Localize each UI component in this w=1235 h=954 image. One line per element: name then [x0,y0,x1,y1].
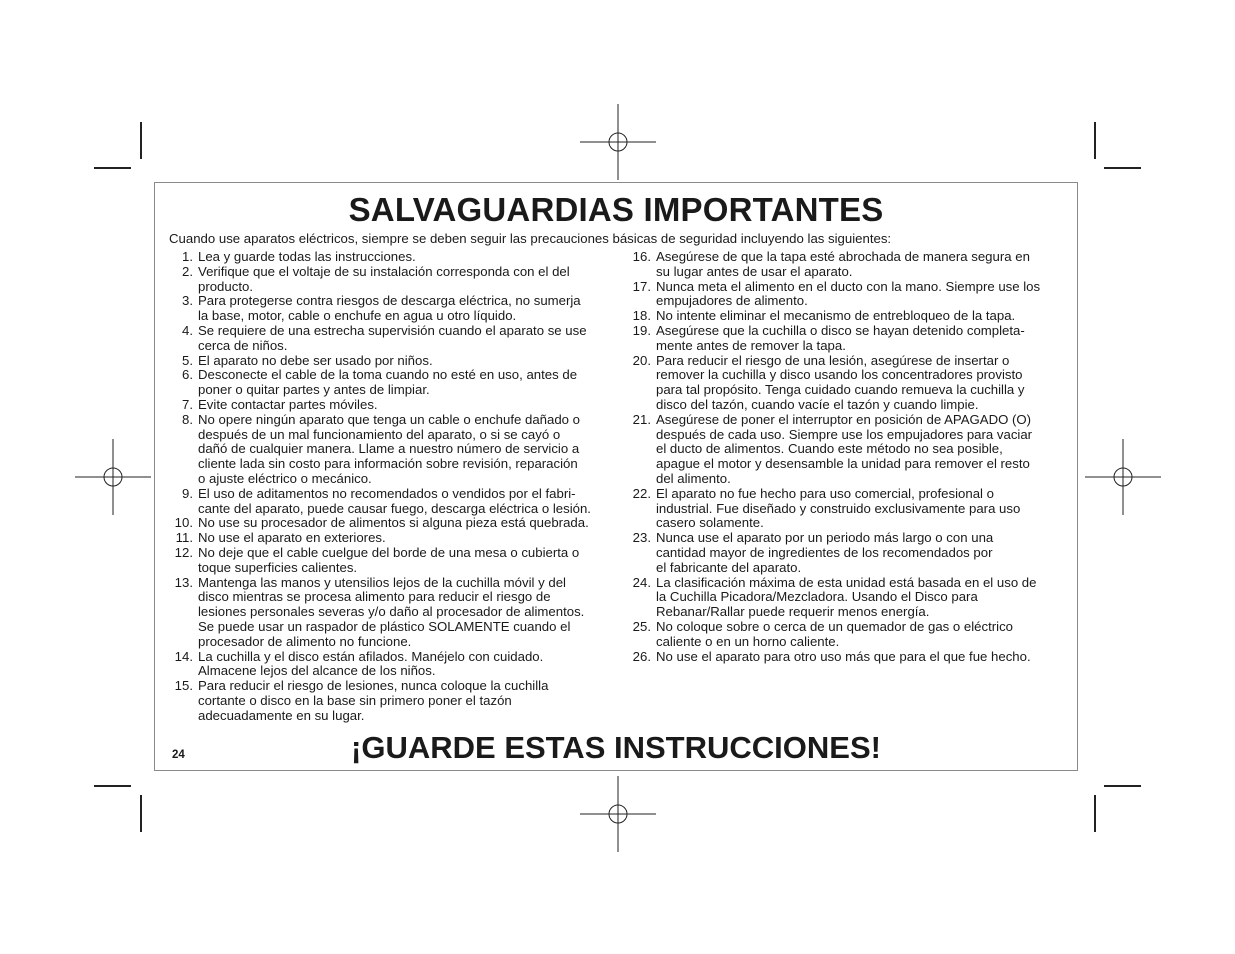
list-item [165,487,610,517]
item-text-line: poner o quitar partes y antes de limpiar. [198,382,430,398]
item-number: 12. [174,544,193,560]
list-item [165,413,610,487]
item-text [198,546,610,576]
item-text [198,650,610,680]
list-item [623,576,1068,620]
list-item [165,294,610,324]
item-number: 5. [182,352,193,368]
item-text [656,309,1068,324]
item-text [198,516,610,531]
item-text [198,294,610,324]
item-number: 13. [174,574,193,590]
item-number: 8. [182,411,193,427]
item-text [198,576,610,650]
item-number: 20. [632,352,651,368]
intro-text: Cuando use aparatos eléctricos, siempre se deben seguir las precauciones básicas de seguridad incluyendo las siguientes: [169,231,892,246]
item-text-line: La clasificación máxima de esta unidad está basada en el uso de [656,574,1037,590]
item-text-line: la base, motor, cable o enchufe en agua u otro líquido. [198,308,517,324]
list-item [165,546,610,576]
item-text-line: Asegúrese que la cuchilla o disco se hayan detenido completa- [656,322,1025,338]
item-text-line: adecuadamente en su lugar. [198,707,365,723]
item-text [656,354,1068,413]
item-text-line: Asegúrese de poner el interruptor en posición de APAGADO (O) [656,411,1032,427]
item-text-line: lesiones personales severas y/o daño al procesador de alimentos. [198,604,585,620]
item-text-line: Desconecte el cable de la toma cuando no esté en uso, antes de [198,367,578,383]
item-number: 22. [632,485,651,501]
item-text-line: No deje que el cable cuelgue del borde de una mesa o cubierta o [198,544,580,560]
list-item [623,531,1068,575]
item-text-line: después de un mal funcionamiento del aparato, o si se cayó o [198,426,561,442]
item-text-line: No opere ningún aparato que tenga un cable o enchufe dañado o [198,411,581,427]
item-number: 3. [182,293,193,309]
item-number: 25. [632,618,651,634]
item-text [656,487,1068,531]
crop-mark [94,167,131,169]
item-text-line: dañó de cualquier manera. Llame a nuestro número de servicio a [198,441,580,457]
item-text [198,398,610,413]
list-item [165,650,610,680]
item-number: 2. [182,263,193,279]
instructions-list-left [165,250,610,724]
item-text-line: empujadores de alimento. [656,293,808,309]
item-text-line: su lugar antes de usar el aparato. [656,263,853,279]
page-title: SALVAGUARDIAS IMPORTANTES [348,191,884,228]
item-text-line: Para reducir el riesgo de lesiones, nunca coloque la cuchilla [198,678,549,694]
item-text-line: Para reducir el riesgo de una lesión, asegúrese de insertar o [656,352,1010,368]
registration-mark-left [75,439,151,515]
item-text-line: toque superficies calientes. [198,559,358,575]
footer-heading: ¡GUARDE ESTAS INSTRUCCIONES! [351,730,881,765]
item-number: 10. [174,515,193,531]
item-text-line: No use su procesador de alimentos si alguna pieza está quebrada. [198,515,589,531]
item-text-line: cerca de niños. [198,337,288,353]
item-text [198,368,610,398]
list-item [165,265,610,295]
list-item [165,516,610,531]
item-text-line: la Cuchilla Picadora/Mezcladora. Usando el Disco para [656,589,978,605]
item-text-line: No intente eliminar el mecanismo de entrebloqueo de la tapa. [656,308,1016,324]
item-text-line: caliente o en un horno caliente. [656,633,840,649]
page-number: 24 [172,749,185,761]
item-text [198,354,610,369]
item-text [198,324,610,354]
item-text-line: Rebanar/Rallar puede requerir menos energía. [656,604,930,620]
list-item [165,354,610,369]
list-item [623,620,1068,650]
item-text [198,250,610,265]
list-item [623,413,1068,487]
item-number: 16. [632,249,651,264]
item-text-line: procesador de alimento no funcione. [198,633,412,649]
registration-mark-top [580,104,656,180]
item-text [198,487,610,517]
item-number: 19. [632,322,651,338]
list-item [165,679,610,723]
item-text-line: El uso de aditamentos no recomendados o vendidos por el fabri- [198,485,576,501]
item-text [198,679,610,723]
list-item [165,398,610,413]
registration-mark-bottom [580,776,656,852]
item-text-line: cliente lada sin costo para información sobre revisión, reparación [198,456,578,472]
item-text [656,324,1068,354]
item-text [656,250,1068,280]
crop-mark [1104,167,1141,169]
item-text [198,265,610,295]
item-text-line: Mantenga las manos y utensilios lejos de la cuchilla móvil y del [198,574,566,590]
item-text-line: apague el motor y desensamble la unidad para remover el resto [656,456,1030,472]
crop-mark [1094,795,1096,832]
list-item [165,324,610,354]
item-text-line: casero solamente. [656,515,764,531]
item-text [198,413,610,487]
item-number: 9. [182,485,193,501]
item-text-line: Asegúrese de que la tapa esté abrochada de manera segura en [656,249,1030,264]
list-item [623,354,1068,413]
crop-mark [140,122,142,159]
item-text-line: cortante o disco en la base sin primero poner el tazón [198,692,512,708]
item-text [198,531,610,546]
list-item [165,250,610,265]
item-text [656,413,1068,487]
item-text-line: o ajuste eléctrico o mecánico. [198,470,372,486]
list-item [623,309,1068,324]
crop-mark [1104,785,1141,787]
item-text-line: Nunca use el aparato por un periodo más largo o con una [656,530,994,546]
crop-mark [1094,122,1096,159]
item-text-line: después de cada uso. Siempre use los empujadores para vaciar [656,426,1033,442]
item-text-line: Se requiere de una estrecha supervisión cuando el aparato se use [198,322,587,338]
item-number: 15. [174,678,193,694]
item-number: 14. [174,648,193,664]
item-number: 11. [175,530,193,546]
safeguards-panel [154,182,1078,771]
item-number: 17. [632,278,651,294]
item-text-line: del alimento. [656,470,731,486]
list-item [165,368,610,398]
list-item [623,250,1068,280]
item-text-line: el ducto de alimentos. Cuando este método no sea posible, [656,441,1003,457]
item-text-line: disco mientras se procesa alimento para reducir el riesgo de [198,589,551,605]
item-text-line: Verifique que el voltaje de su instalación corresponda con el del [198,263,570,279]
item-number: 18. [632,308,651,324]
item-text [656,620,1068,650]
item-text-line: No coloque sobre o cerca de un quemador de gas o eléctrico [656,618,1014,634]
item-text [656,280,1068,310]
crop-mark [94,785,131,787]
list-item [165,531,610,546]
list-item [623,280,1068,310]
item-text-line: cante del aparato, puede causar fuego, descarga eléctrica o lesión. [198,500,591,516]
item-number: 7. [182,396,193,412]
item-text-line: No use el aparato en exteriores. [198,530,386,546]
item-text-line: Nunca meta el alimento en el ducto con la mano. Siempre use los [656,278,1041,294]
item-text-line: El aparato no debe ser usado por niños. [198,352,433,368]
item-number: 4. [182,322,193,338]
item-text-line: remover la cuchilla y disco usando los concentradores provisto [656,367,1023,383]
item-text-line: Almacene lejos del alcance de los niños. [198,663,436,679]
item-text-line: el fabricante del aparato. [656,559,802,575]
item-text-line: mente antes de remover la tapa. [656,337,846,353]
item-text-line: La cuchilla y el disco están afilados. Manéjelo con cuidado. [198,648,544,664]
item-number: 24. [632,574,651,590]
item-number: 1. [182,249,193,264]
item-text-line: Lea y guarde todas las instrucciones. [198,249,416,264]
item-text [656,531,1068,575]
list-item [623,650,1068,665]
list-item [165,576,610,650]
list-item [623,324,1068,354]
item-text-line: Para protegerse contra riesgos de descarga eléctrica, no sumerja [198,293,581,309]
item-text-line: El aparato no fue hecho para uso comercial, profesional o [656,485,994,501]
item-text [656,576,1068,620]
item-text [656,650,1068,665]
instructions-list-right [623,250,1068,664]
list-item [623,487,1068,531]
item-number: 21. [632,411,651,427]
item-number: 6. [182,367,193,383]
item-text-line: para tal propósito. Tenga cuidado cuando remueva la cuchilla y [656,382,1025,398]
item-text-line: Evite contactar partes móviles. [198,396,378,412]
item-text-line: No use el aparato para otro uso más que para el que fue hecho. [656,648,1031,664]
item-text-line: cantidad mayor de ingredientes de los recomendados por [656,544,993,560]
crop-mark [140,795,142,832]
item-number: 26. [632,648,651,664]
item-number: 23. [632,530,651,546]
item-text-line: disco del tazón, cuando vacíe el tazón y cuando limpie. [656,396,979,412]
item-text-line: producto. [198,278,253,294]
item-text-line: Se puede usar un raspador de plástico SOLAMENTE cuando el [198,618,571,634]
item-text-line: industrial. Fue diseñado y construido exclusivamente para uso [656,500,1021,516]
registration-mark-right [1085,439,1161,515]
